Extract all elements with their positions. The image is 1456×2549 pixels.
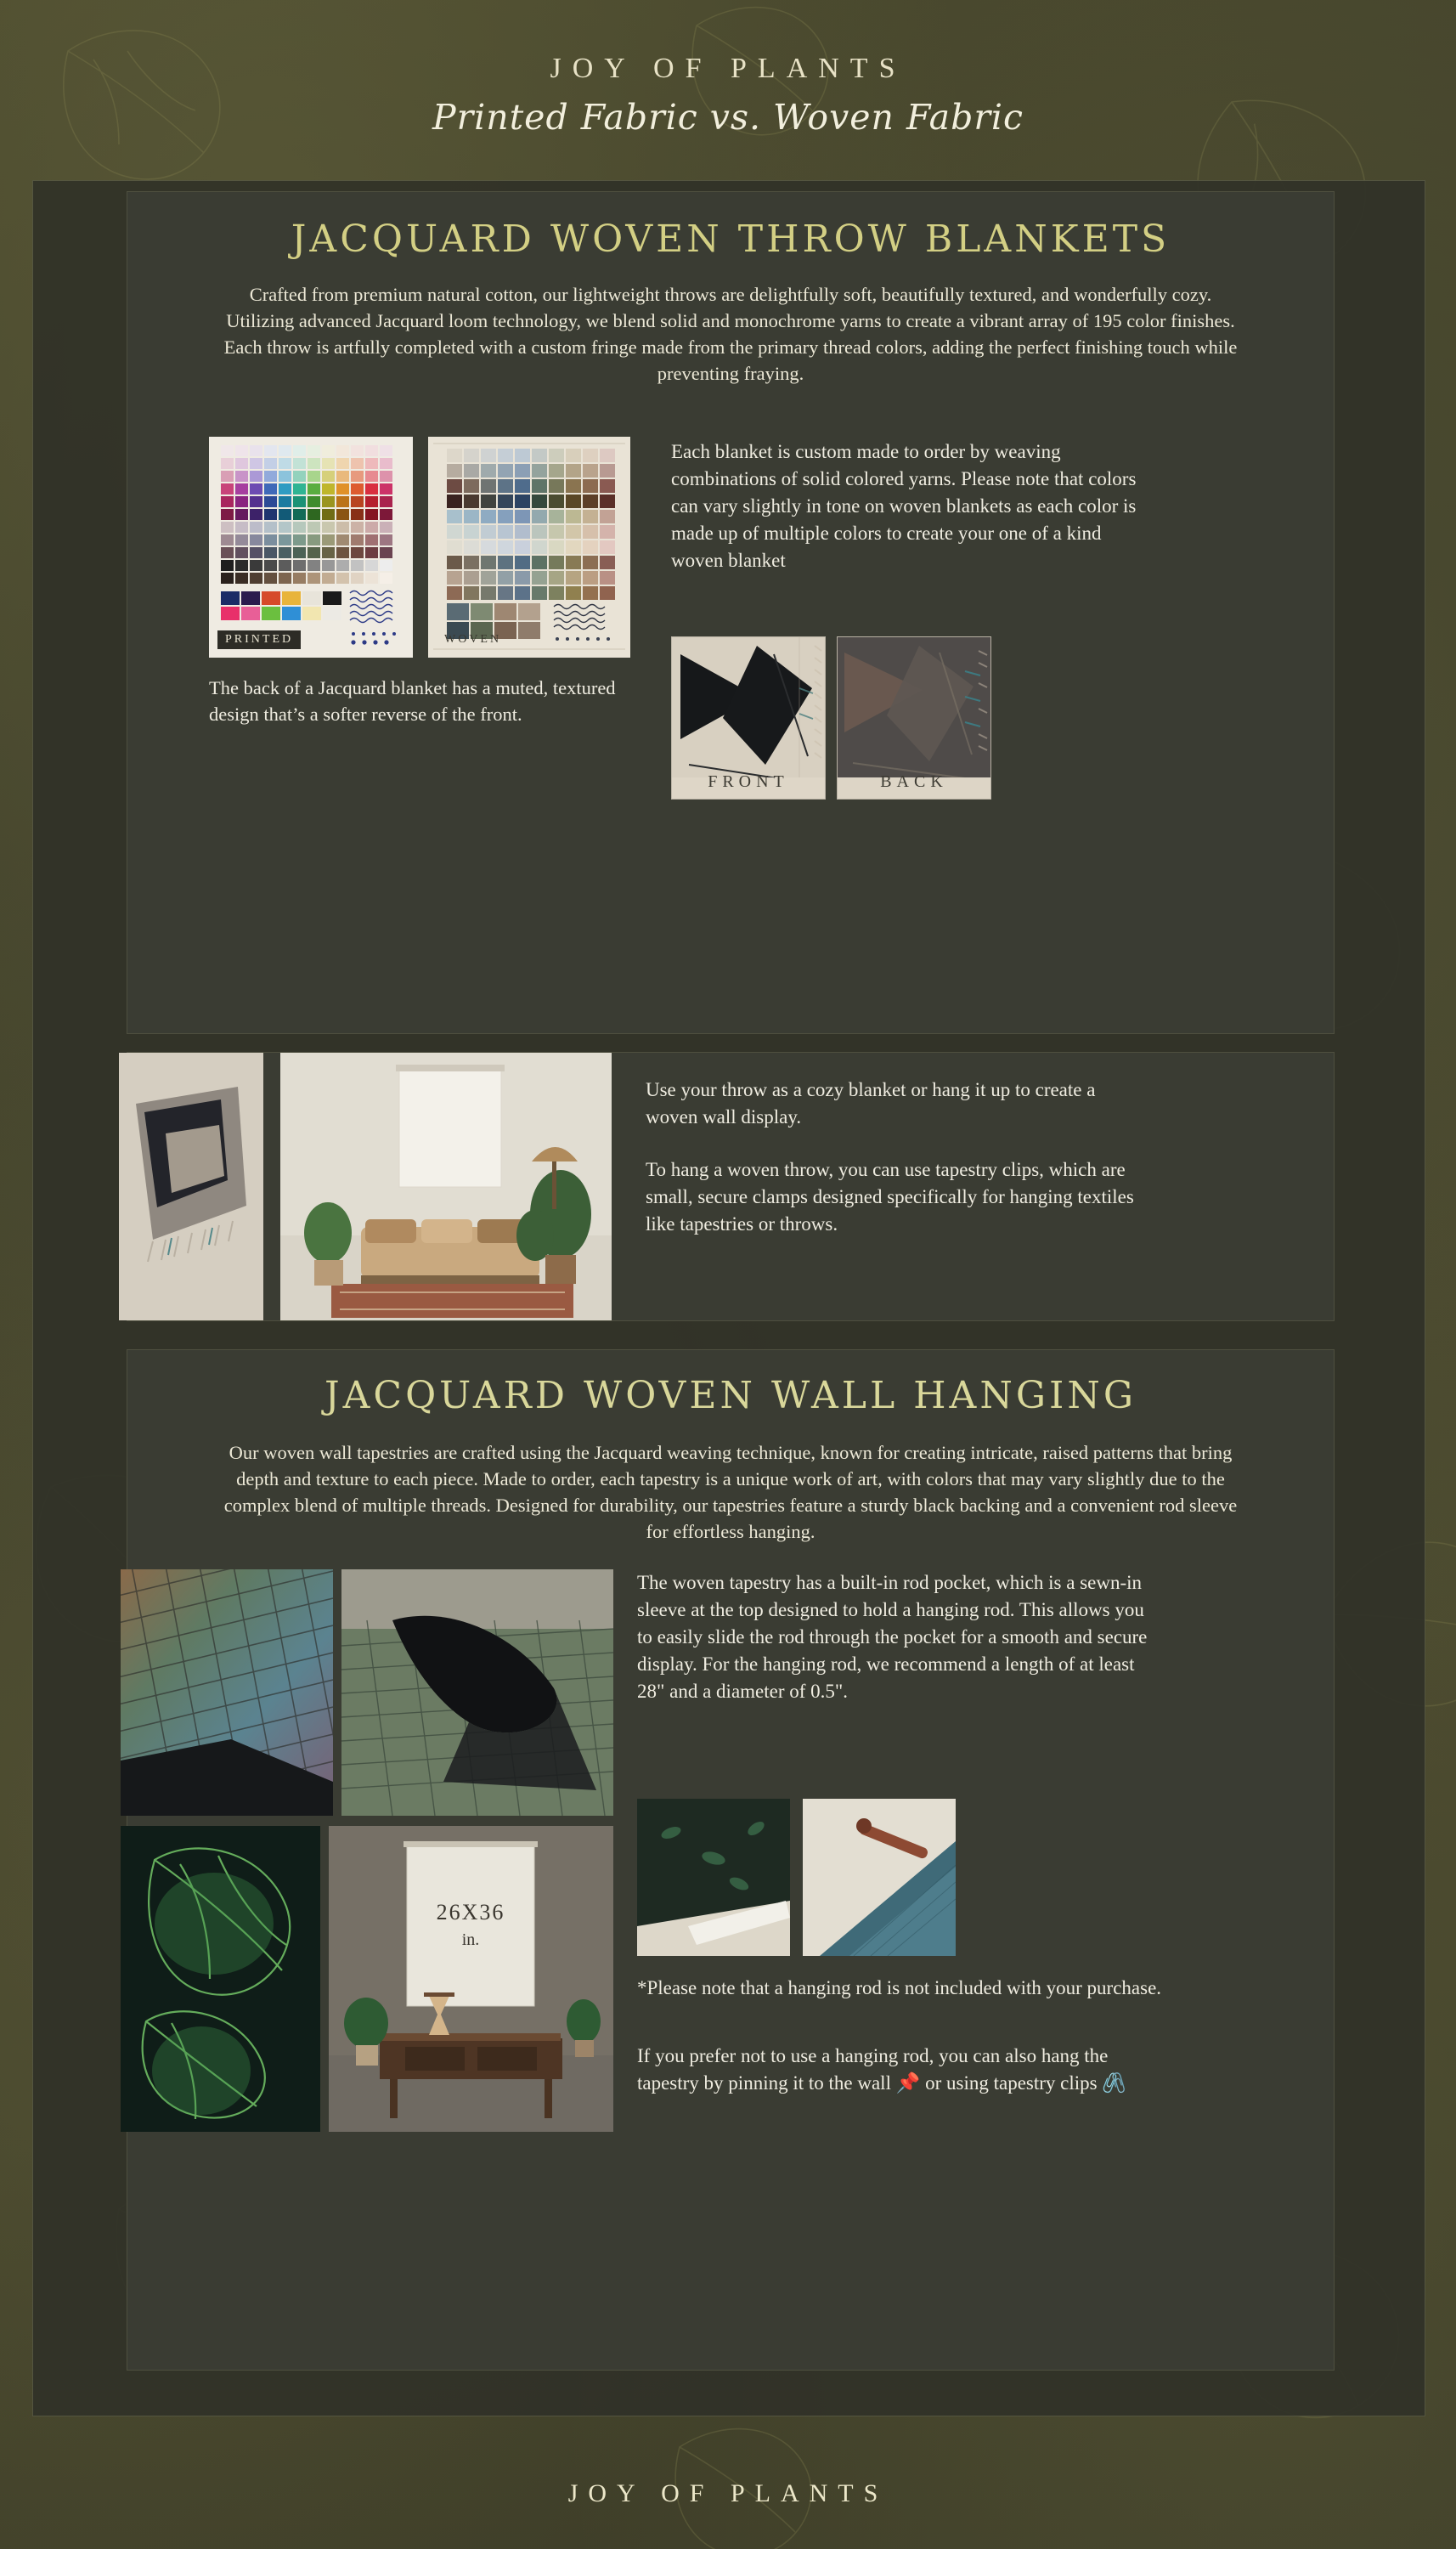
brand-title: JOY OF PLANTS [550,53,906,84]
tapestry-grid-photo-right [341,1569,613,1816]
page-subtitle: Printed Fabric vs. Woven Fabric [432,97,1024,138]
section1-title: JACQUARD WOVEN THROW BLANKETS [291,218,1171,261]
back-caption: BACK [880,772,948,791]
interior-poster-photo [329,1826,613,2132]
printed-swatch-card [209,437,413,658]
section-throw-blankets [127,191,1335,1034]
section2-intro: Our woven wall tapestries are crafted using the Jacquard weaving technique, known for creating intricate, raised patterns that bring depth and texture to each piece. Made to order, each tapestry is a unique work of art, with colors that may vary slightly due to the complex blend of multiple threads. Designed for durability, our tapestries feature a sturdy black backing and a convenient rod sleeve for effortless hanging. [223,1442,1238,1542]
svg-text:26X36: 26X36 [436,1900,505,1924]
svg-text:in.: in. [461,1930,480,1949]
section-wall-hanging [127,1349,1335,2371]
folded-blanket-photo [119,1053,263,1320]
woven-swatch-grid [428,437,630,658]
section2-title: JACQUARD WOVEN WALL HANGING [324,1374,1137,1417]
blanket-front-photo [671,636,826,800]
section-hanging-options [127,1052,1335,1321]
footer-brand: JOY OF PLANTS [567,2479,889,2507]
blanket-back-photo [837,636,991,800]
section1-back-caption: The back of a Jacquard blanket has a muted, textured design that’s a softer reverse of the front. [209,677,616,725]
front-caption: FRONT [708,772,789,791]
section1-side-text: Each blanket is custom made to order by weaving combinations of solid colored yarns. Please note that colors can vary slightly in tone on woven blankets as each color is made up of multiple colors to create your one of a kind woven blanket [671,441,1137,571]
woven-swatch-card [428,437,630,658]
page-header [0,0,1456,183]
interior-wall-hang-photo [280,1053,612,1320]
printed-label: PRINTED [217,630,301,649]
section1-intro: Crafted from premium natural cotton, our lightweight throws are delightfully soft, beautifully textured, and wonderfully cozy. Utilizing advanced Jacquard loom technology, we blend solid and monochrome yarns to create a vibrant array of 195 color finishes. Each throw is artfully completed with a custom fringe made from the primary thread colors, adding the perfect finishing touch while preventing fraying. [223,284,1238,384]
content-panel [32,180,1425,2416]
section2-note-1: *Please note that a hanging rod is not included with your purchase. [637,1977,1162,1998]
section2-note-2: If you prefer not to use a hanging rod, you can also hang the tapestry by pinning it to the wall 📌 or using tapestry clips 🖇️ [637,2045,1126,2094]
rod-pocket-photo [637,1799,790,1956]
section1b-text-1: Use your throw as a cozy blanket or hang it up to create a woven wall display. [646,1079,1096,1128]
woven-label: WOVEN [444,633,502,646]
section1b-text-2: To hang a woven throw, you can use tapestry clips, which are small, secure clamps designed specifically for hanging textiles like tapestries or throws. [646,1159,1134,1235]
printed-swatch-grid [209,437,413,658]
leaf-tapestry-photo [121,1826,320,2132]
rod-inserted-photo [803,1799,956,1956]
tapestry-grid-photo-left [121,1569,333,1816]
section2-side-text: The woven tapestry has a built-in rod pocket, which is a sewn-in sleeve at the top designed to hold a hanging rod. This allows you to easily slide the rod through the pocket for a smooth and secure display. For the hanging rod, we recommend a length of at least 28" and a diameter of 0.5". [637,1572,1148,1702]
